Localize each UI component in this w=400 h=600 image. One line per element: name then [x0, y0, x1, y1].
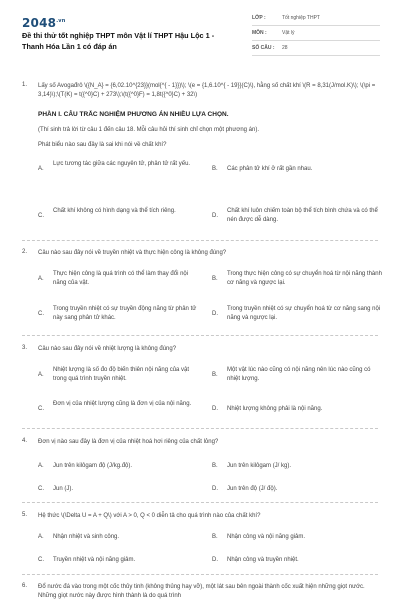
meta-row-count [252, 41, 380, 56]
option-text: Nhiệt lượng không phải là nội năng. [227, 406, 323, 412]
option-label: A. [38, 534, 44, 540]
option-label: C. [38, 311, 44, 317]
question-text: Câu nào sau đây nói về nhiệt lượng là không đúng? [38, 346, 177, 352]
option-text: Chất khí luôn chiếm toàn bộ thể tích bình chứa và có thể nén được dễ dàng. [227, 208, 378, 223]
logo-text: 2048 [22, 16, 57, 30]
option-text: Trong truyền nhiệt có sự truyền động năng từ phân tử này sang phân tử khác. [53, 306, 197, 321]
option-label: B. [212, 276, 218, 282]
question-text: Đổ nước đá vào trong một cốc thủy tinh (không thủng hay vỡ), một lát sau bên ngoài thành cốc xuất hiện những giọt nước. Những giọt nước này được hình thành là do quá trình [38, 584, 365, 599]
question-text: Đơn vị nào sau đây là đơn vị của nhiệt hoá hơi riêng của chất lỏng? [38, 439, 219, 445]
option-label: C. [38, 557, 44, 563]
meta-key: LỚP : [252, 15, 266, 21]
question-text: Câu nào sau đây nói về truyền nhiệt và thực hiện công là không đúng? [38, 250, 227, 256]
divider [22, 335, 378, 336]
option-label: B. [212, 534, 218, 540]
meta-value: 28 [282, 45, 288, 51]
option-text: Nhận nhiệt và sinh công. [53, 534, 120, 540]
option-label: A. [38, 372, 44, 378]
option-label: B. [212, 166, 218, 172]
option-text: Trong truyền nhiệt có sự chuyển hoá từ cơ năng sang nội năng và ngược lại. [227, 306, 381, 321]
divider [22, 428, 378, 429]
option-label: B. [212, 463, 218, 469]
question-number: 2. [22, 249, 28, 255]
meta-row-subject [252, 26, 380, 41]
option-text: Jun trên độ (J/ độ). [227, 486, 278, 492]
option-text: Nhiệt lượng là số đo độ biến thiên nội năng của vật trong quá trình truyền nhiệt. [53, 367, 190, 382]
option-text: Lực tương tác giữa các nguyên tử, phân tử rất yếu. [53, 161, 191, 167]
section-instruction: (Thí sinh trả lời từ câu 1 đến câu 18. Mỗi câu hỏi thí sinh chỉ chọn một phương án). [38, 127, 260, 133]
meta-key: MÔN : [252, 30, 267, 36]
question-number: 6. [22, 583, 28, 589]
option-text: Chất khí không có hình dạng và thể tích riêng. [53, 208, 176, 214]
question-text: Lấy số Avogađrô \({N_A} = {6,02.10^{23}}(mol{^{ - 1}})\); \(e = {1,6.10^{ - 19}}(C)\), hằng số chất khí \(R = 8,31(J/mol.K)\); \(\pi = 3,14)\);\(T(K) = t({^0}C) + 273\);\(t({^0}F) = 1,8t({^0}C) + 32\) [38, 83, 376, 98]
question-number: 3. [22, 345, 28, 351]
question-prompt: Phát biểu nào sau đây là sai khi nói về chất khí? [38, 142, 167, 148]
option-text: Jun trên kilôgam (J/ kg). [227, 463, 292, 469]
option-text: Trong thực hiện công có sự chuyển hoá từ nội năng thành cơ năng và ngược lại. [227, 271, 382, 286]
option-text: Thực hiện công là quá trình có thể làm thay đổi nội năng của vật. [53, 271, 189, 286]
question-number: 5. [22, 512, 28, 518]
document-title: Đề thi thử tốt nghiệp THPT môn Vật lí THPT Hậu Lộc 1 - Thanh Hóa Lần 1 có đáp án [22, 31, 215, 51]
option-text: Nhận công và nội năng giảm. [227, 534, 306, 540]
option-text: Nhận công và truyền nhiệt. [227, 557, 299, 563]
exam-meta [252, 11, 380, 56]
meta-value: Tốt nghiệp THPT [282, 15, 320, 21]
site-logo[interactable] [22, 16, 66, 30]
meta-row-class [252, 11, 380, 26]
option-label: D. [212, 486, 218, 492]
option-text: Đơn vị của nhiệt lượng cũng là đơn vị của nội năng. [53, 401, 192, 407]
logo-suffix: .vn [56, 18, 66, 24]
option-label: A. [38, 463, 44, 469]
option-text: Các phân tử khí ở rất gần nhau. [227, 166, 313, 172]
option-label: D. [212, 406, 218, 412]
question-number: 4. [22, 438, 28, 444]
option-label: A. [38, 276, 44, 282]
option-label: D. [212, 213, 218, 219]
option-label: A. [38, 166, 44, 172]
option-label: C. [38, 486, 44, 492]
question-text: Hệ thức \(\Delta U = A + Q\) với A > 0, Q < 0 diễn tả cho quá trình nào của chất khí? [38, 513, 261, 519]
divider [22, 574, 378, 575]
option-label: C. [38, 213, 44, 219]
divider [22, 240, 378, 241]
option-label: D. [212, 311, 218, 317]
option-text: Một vật lúc nào cũng có nội năng nên lúc nào cũng có nhiệt lượng. [227, 367, 371, 382]
option-text: Jun trên kilôgam độ (J/kg.độ). [53, 463, 133, 469]
option-label: C. [38, 406, 44, 412]
section-title: PHẦN I. CÂU TRẮC NGHIỆM PHƯƠNG ÁN NHIỀU LỰA CHỌN. [38, 111, 229, 118]
meta-value: Vật lý [282, 30, 295, 36]
divider [22, 502, 378, 503]
page-header [0, 0, 400, 66]
option-text: Jun (J). [53, 486, 74, 492]
option-text: Truyền nhiệt và nội năng giảm. [53, 557, 136, 563]
option-label: D. [212, 557, 218, 563]
question-number: 1. [22, 82, 28, 88]
meta-key: SỐ CÂU : [252, 45, 275, 51]
option-label: B. [212, 372, 218, 378]
